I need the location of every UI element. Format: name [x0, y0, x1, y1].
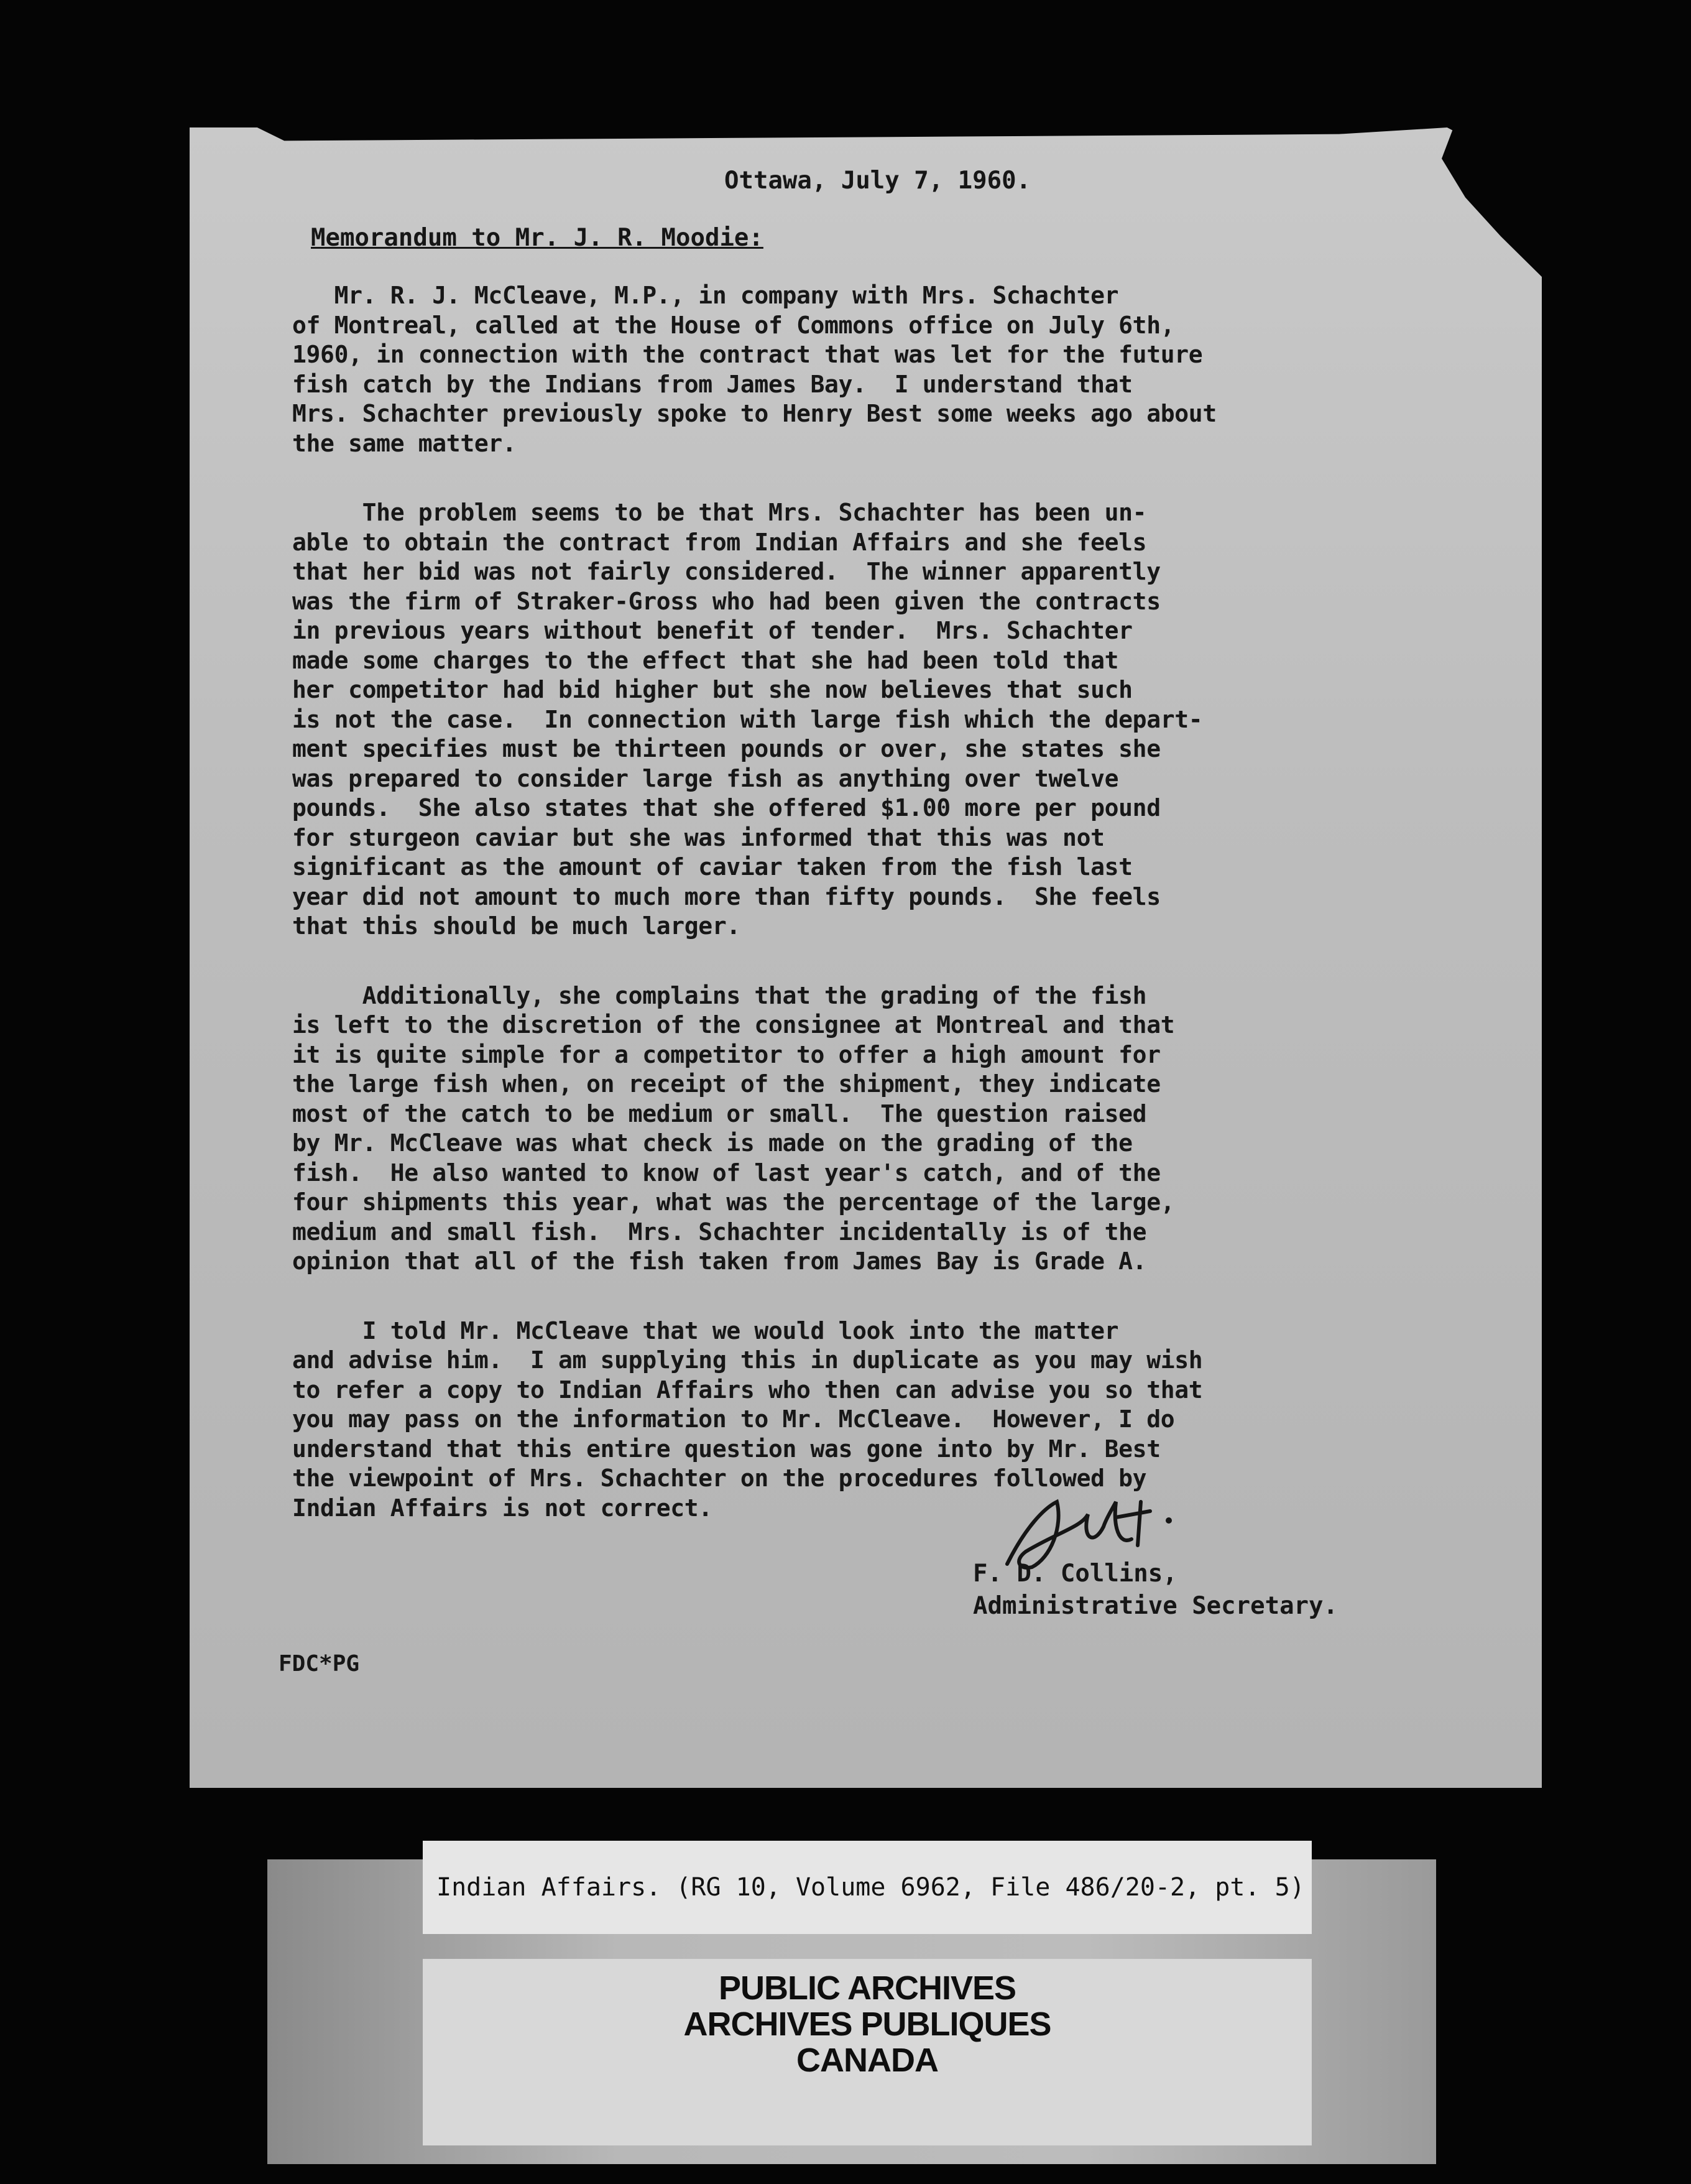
archive-stamp — [423, 1959, 1312, 2145]
archive-citation-label — [423, 1841, 1312, 1934]
paragraph-4: I told Mr. McCleave that we would look into the matter and advise him. I am supplying this in duplicate as you may wish to refer a copy to Indian Affairs who then can advise you so that you may pass on the information to Mr. McCleave. However, I do understand that this entire question was gone into by Mr. Best the viewpoint of Mrs. Schachter on the procedures followed by Indian Affairs is not correct. — [292, 1316, 1203, 1522]
stamp-line-3: CANADA — [796, 2042, 938, 2079]
memo-date: Ottawa, July 7, 1960. — [724, 167, 1031, 195]
signatory-name: F. D. Collins, — [973, 1560, 1177, 1588]
memo-body — [292, 281, 1486, 1563]
stamp-line-2: ARCHIVES PUBLIQUES — [683, 2006, 1051, 2043]
paragraph-3: Additionally, she complains that the grading of the fish is left to the discretion of the consignee at Montreal and that it is quite simple for a competitor to offer a high amount for the large fish when, on receipt of the shipment, they indicate most of the catch to be medium or small. The question raised by Mr. McCleave was what check is made on the grading of the fish. He also wanted to know of last year's catch, and of the four shipments this year, what was the percentage of the large, medium and small fish. Mrs. Schachter incidentally is of the opinion that all of the fish taken from James Bay is Grade A. — [292, 981, 1175, 1275]
typist-initials: FDC*PG — [279, 1651, 360, 1677]
signature-block — [973, 1558, 1338, 1622]
signatory-title: Administrative Secretary. — [973, 1592, 1338, 1620]
paragraph-2: The problem seems to be that Mrs. Schachter has been un- able to obtain the contract from Indian Affairs and she feels that her bid was not fairly considered. The winner apparently was the firm of Straker-Gross who had been given the contracts in previous years without benefit of tender. Mrs. Schachter made some charges to the effect that she had been told that her competitor had bid higher but she now believes that such is not the case. In connection with large fish which the depart- ment specifies must be thirteen pounds or over, she states she was prepared to consider large fish as anything over twelve pounds. She also states that she offered $1.00 more per pound for sturgeon caviar but she was informed that this was not significant as the amount of caviar taken from the fish last year did not amount to much more than fifty pounds. She feels that this should be much larger. — [292, 499, 1203, 940]
citation-text: Indian Affairs. (RG 10, Volume 6962, File 486/20-2, pt. 5) — [436, 1873, 1305, 1902]
memo-heading: Memorandum to Mr. J. R. Moodie: — [311, 224, 763, 252]
stamp-line-1: PUBLIC ARCHIVES — [718, 1969, 1016, 2007]
paragraph-1: Mr. R. J. McCleave, M.P., in company with Mrs. Schachter of Montreal, called at the House of Commons office on July 6th, 1960, in connection with the contract that was let for the future fish catch by the Indians from James Bay. I understand that Mrs. Schachter previously spoke to Henry Best some weeks ago about the same matter. — [292, 282, 1217, 457]
